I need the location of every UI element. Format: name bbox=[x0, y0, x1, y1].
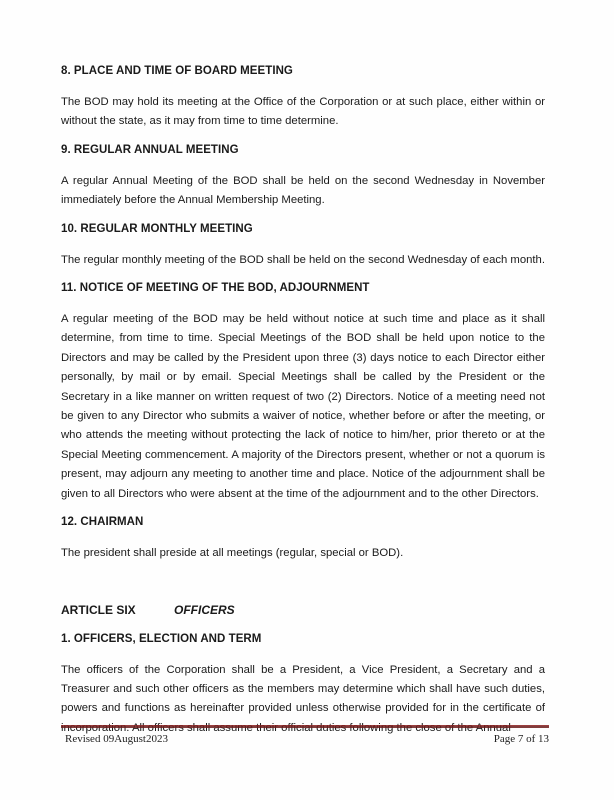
page-content bbox=[61, 64, 545, 749]
section-heading-9: 9. REGULAR ANNUAL MEETING bbox=[61, 143, 239, 156]
section-heading-8: 8. PLACE AND TIME OF BOARD MEETING bbox=[61, 65, 293, 77]
section-text-8: The BOD may hold its meeting at the Office of the Corporation or at such place, either within or without the state, as it may from time to time determine. bbox=[61, 96, 545, 128]
section-heading-10: 10. REGULAR MONTHLY MEETING bbox=[61, 222, 253, 235]
footer-rule bbox=[61, 725, 549, 728]
revision-date: Revised 09August2023 bbox=[65, 733, 168, 745]
article-heading bbox=[61, 603, 545, 617]
article-spacer bbox=[61, 575, 545, 603]
article-section-heading-1: 1. OFFICERS, ELECTION AND TERM bbox=[61, 632, 262, 645]
article-section-text-1: The officers of the Corporation shall be a President, a Vice President, a Secretary and a Treasurer and such other officers as the members may determine which shall have such duties, powers and functions as hereinafter provided unless otherwise provided for in the certificate of bbox=[61, 663, 545, 715]
page-number: Page 7 of 13 bbox=[493, 733, 549, 745]
article-title: OFFICERS bbox=[174, 602, 235, 617]
article-label: ARTICLE SIX bbox=[61, 602, 136, 617]
section-text-9: A regular Annual Meeting of the BOD shall be held on the second Wednesday in November immediately before the Annual Membership Meeting. bbox=[61, 174, 545, 207]
section-text-12: The president shall preside at all meetings (regular, special or BOD). bbox=[61, 547, 404, 560]
section-text-11: A regular meeting of the BOD may be held without notice at such time and place as it shall determine, from time to time. Special Meetings of the BOD shall be held upon notice to the Directors and may be called by the President upon three (3) days notice to each Director either personally, by mail or by email. Special Meetings shall be called by the President or the Secretary in a like manner on written request of two (2) Directors. Notice of a meeting need not be given to any Director who submits a waiver of notice, whether before or after the meeting, or who attends the meeting without protecting the lack of notice to him/her, prior thereto or at the Special Meeting commencement. A majority of the Directors present, whether or not a quorum is present, may adjourn any meeting to another time and place. Notice of the adjournment shall be given to all Directors who were absent at the time of the adjournment and to the other Directors. bbox=[61, 313, 545, 500]
section-heading-11: 11. NOTICE OF MEETING OF THE BOD, ADJOURNMENT bbox=[61, 282, 370, 295]
section-heading-12: 12. CHAIRMAN bbox=[61, 516, 144, 529]
section-text-10: The regular monthly meeting of the BOD shall be held on the second Wednesday of each month. bbox=[61, 253, 545, 266]
